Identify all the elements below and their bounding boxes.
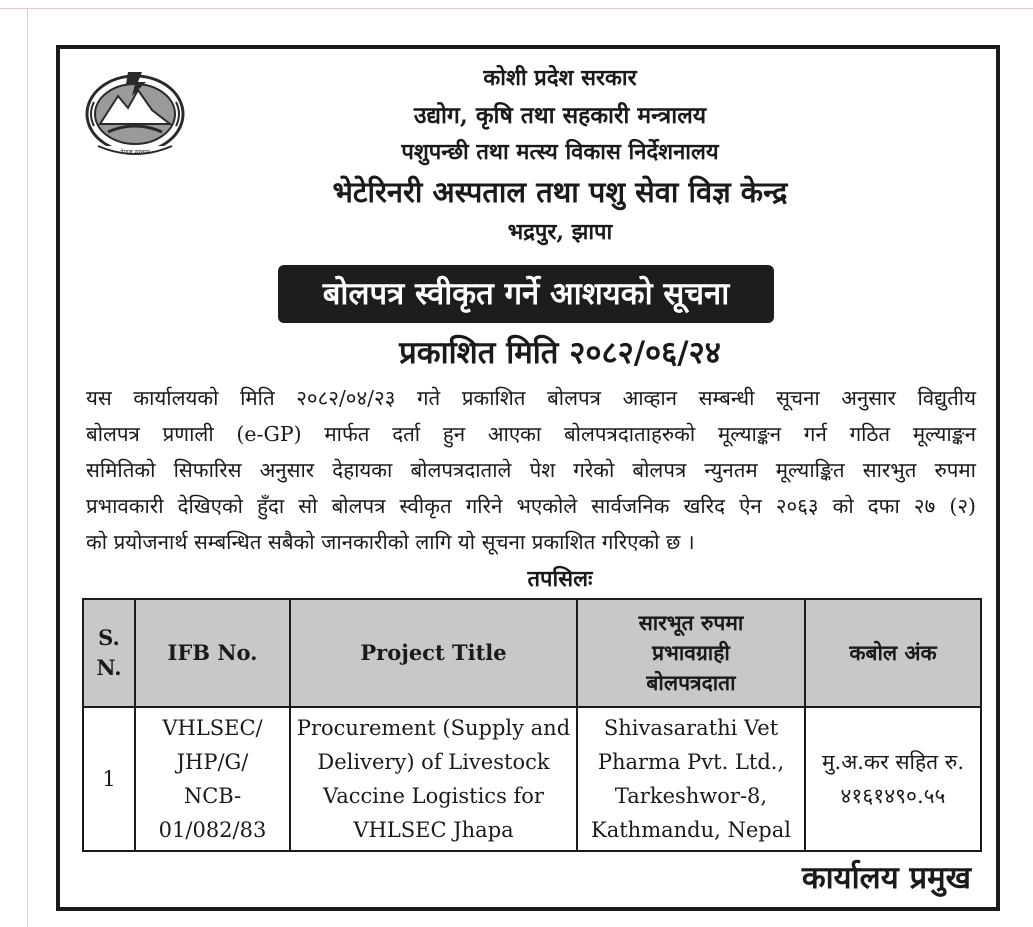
page-guide-top bbox=[0, 8, 1033, 9]
header-directorate: पशुपन्छी तथा मत्स्य विकास निर्देशनालय bbox=[401, 139, 719, 165]
cell-project-title bbox=[290, 707, 577, 851]
header-ifb: IFB No. bbox=[135, 599, 290, 707]
published-date: प्रकाशित मिति २०८२/०६/२४ bbox=[399, 335, 721, 371]
body-line: को प्रयोजनार्थ सम्बन्धित सबैको जानकारीको लागि यो सूचना प्रकाशित गरिएको छ । bbox=[86, 530, 695, 554]
header-project-title: Project Title bbox=[290, 599, 577, 707]
header-province: कोशी प्रदेश सरकार bbox=[483, 65, 637, 91]
office-chief-signature: कार्यालय प्रमुख bbox=[801, 860, 971, 896]
header-bidder bbox=[577, 599, 805, 707]
body-line: यस कार्यालयको मिति २०८२/०४/२३ गते प्रकाशित बोलपत्र आव्हान सम्बन्धी सूचना अनुसार विद्युतीय bbox=[86, 386, 976, 410]
cell-bidder bbox=[577, 707, 805, 851]
header-sn-line: N. bbox=[96, 655, 122, 680]
cell-title-line: Delivery) of Livestock bbox=[317, 750, 550, 774]
table-row bbox=[83, 707, 981, 851]
notice-body bbox=[86, 380, 976, 560]
cell-title-line: Vaccine Logistics for bbox=[323, 784, 544, 808]
cell-bidder-line: Shivasarathi Vet bbox=[603, 716, 779, 740]
header-sn-line: S. bbox=[98, 625, 120, 650]
cell-ifb-line: VHLSEC/ bbox=[162, 716, 263, 740]
cell-ifb bbox=[135, 707, 290, 851]
emblem-label: नेपाल सरकार bbox=[120, 149, 150, 156]
header-location: भद्रपुर, झापा bbox=[507, 219, 613, 245]
notice-title-banner: बोलपत्र स्वीकृत गर्ने आशयको सूचना bbox=[278, 265, 774, 323]
body-line: समितिको सिफारिस अनुसार देहायका बोलपत्रदाताले पेश गरेको बोलपत्र न्युनतम मूल्याङ्कित सारभुत रुपमा bbox=[86, 458, 976, 482]
cell-ifb-line: JHP/G/ bbox=[176, 750, 249, 774]
government-emblem-icon bbox=[80, 62, 190, 162]
cell-sn: 1 bbox=[83, 707, 135, 851]
cell-amount-line: ४१६१४९०.५५ bbox=[840, 784, 946, 808]
header-bidder-line: सारभूत रुपमा bbox=[638, 610, 744, 635]
header-bidder-line: बोलपत्रदाता bbox=[646, 670, 736, 695]
cell-amount-line: मु.अ.कर सहित रु. bbox=[821, 750, 964, 774]
body-line: बोलपत्र प्रणाली (e-GP) मार्फत दर्ता हुन आएका बोलपत्रदाताहरुको मूल्याङ्कन गर्न गठित मूल्याङ्कन bbox=[86, 422, 976, 446]
header-office: भेटेरिनरी अस्पताल तथा पशु सेवा विज्ञ केन्द्र bbox=[332, 175, 788, 209]
cell-amount bbox=[805, 707, 981, 851]
body-line: प्रभावकारी देखिएको हुँदा सो बोलपत्र स्वीकृत गरिने भएकोले सार्वजनिक खरिद ऐन २०६३ को दफा २७ (२) bbox=[86, 494, 976, 518]
header-bidder-line: प्रभावग्राही bbox=[652, 640, 730, 665]
schedule-label: तपसिलः bbox=[527, 566, 593, 592]
cell-bidder-line: Kathmandu, Nepal bbox=[591, 818, 791, 842]
bid-table bbox=[82, 598, 982, 852]
table-header-row bbox=[83, 599, 981, 707]
header-sn bbox=[83, 599, 135, 707]
page-guide-left bbox=[27, 8, 28, 927]
cell-bidder-line: Pharma Pvt. Ltd., bbox=[597, 750, 785, 774]
cell-bidder-line: Tarkeshwor-8, bbox=[614, 784, 768, 808]
cell-ifb-line: 01/082/83 bbox=[158, 818, 267, 842]
header-ministry: उद्योग, कृषि तथा सहकारी मन्त्रालय bbox=[413, 102, 707, 129]
cell-title-line: Procurement (Supply and bbox=[296, 716, 571, 740]
cell-ifb-line: NCB- bbox=[183, 784, 242, 808]
cell-title-line: VHLSEC Jhapa bbox=[353, 818, 514, 842]
header-amount: कबोल अंक bbox=[805, 599, 981, 707]
